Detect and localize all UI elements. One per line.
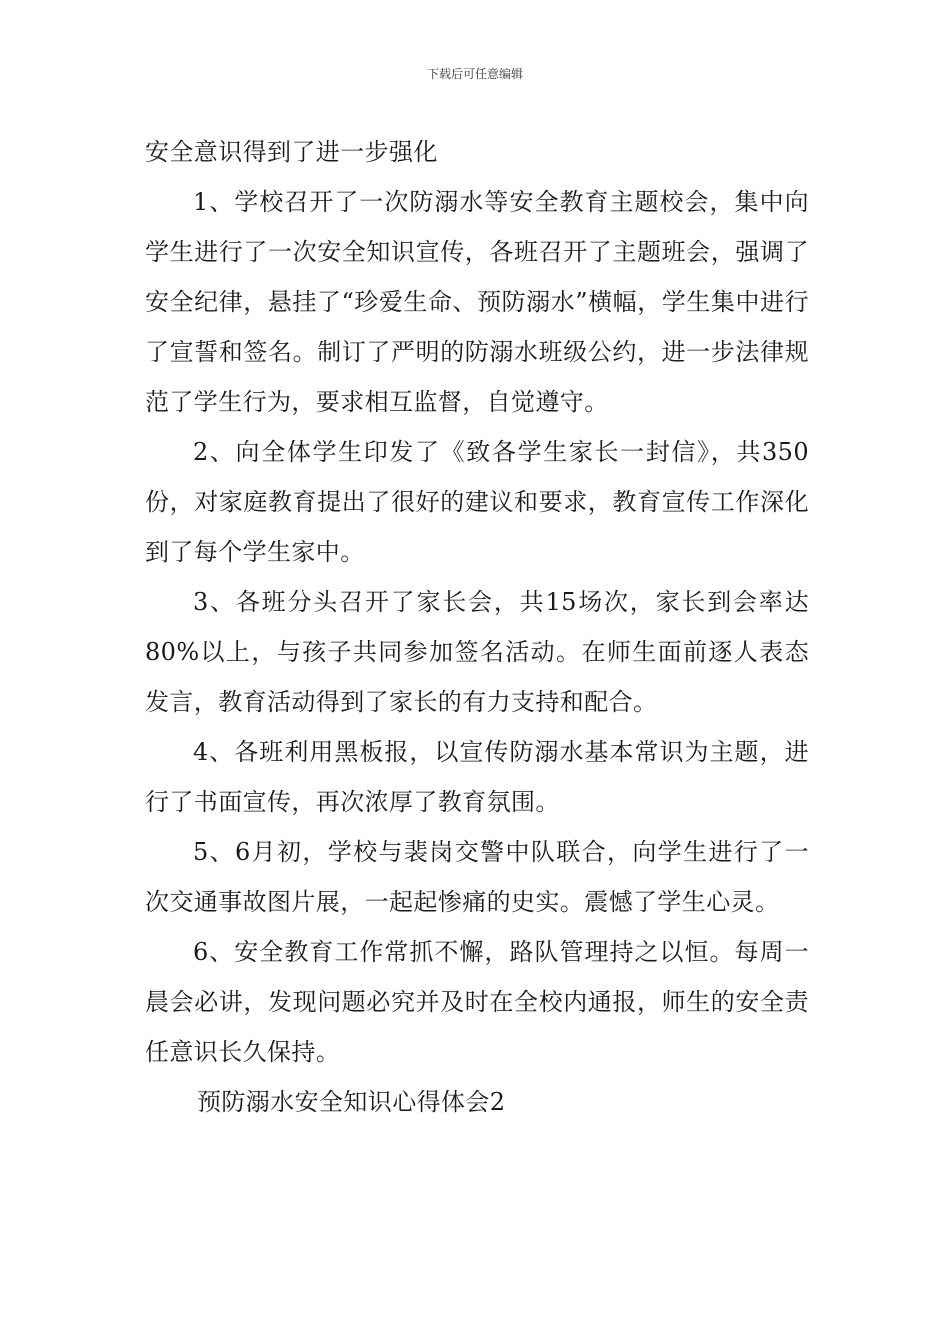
section-heading: 预防溺水安全知识心得体会2 bbox=[197, 1088, 506, 1116]
paragraph-item-2: 2、向全体学生印发了《致各学生家长一封信》，共350份，对家庭教育提出了很好的建议和要求，教育宣传工作深化到了每个学生家中。 bbox=[145, 438, 809, 566]
paragraph-item-4: 4、各班利用黑板报，以宣传防溺水基本常识为主题，进行了书面宣传，再次浓厚了教育氛围。 bbox=[145, 738, 809, 816]
paragraph-item-3: 3、各班分头召开了家长会，共15场次，家长到会率达80%以上，与孩子共同参加签名活动。在师生面前逐人表态发言，教育活动得到了家长的有力支持和配合。 bbox=[145, 588, 809, 716]
paragraph-intro: 安全意识得到了进一步强化 bbox=[145, 138, 438, 166]
paragraph-item-1: 1、学校召开了一次防溺水等安全教育主题校会，集中向学生进行了一次安全知识宣传，各班召开了主题班会，强调了安全纪律，悬挂了“珍爱生命、预防溺水”横幅，学生集中进行了宣誓和签名。制订了严明的防溺水班级公约，进一步法律规范了学生行为，要求相互监督，自觉遵守。 bbox=[145, 188, 809, 416]
document-body bbox=[145, 127, 809, 1127]
paragraph-item-5: 5、6月初，学校与裴岗交警中队联合，向学生进行了一次交通事故图片展，一起起惨痛的史实。震憾了学生心灵。 bbox=[145, 838, 809, 916]
page-header-note: 下载后可任意编辑 bbox=[426, 67, 523, 81]
paragraph-item-6: 6、安全教育工作常抓不懈，路队管理持之以恒。每周一晨会必讲，发现问题必究并及时在全校内通报，师生的安全责任意识长久保持。 bbox=[145, 938, 809, 1066]
